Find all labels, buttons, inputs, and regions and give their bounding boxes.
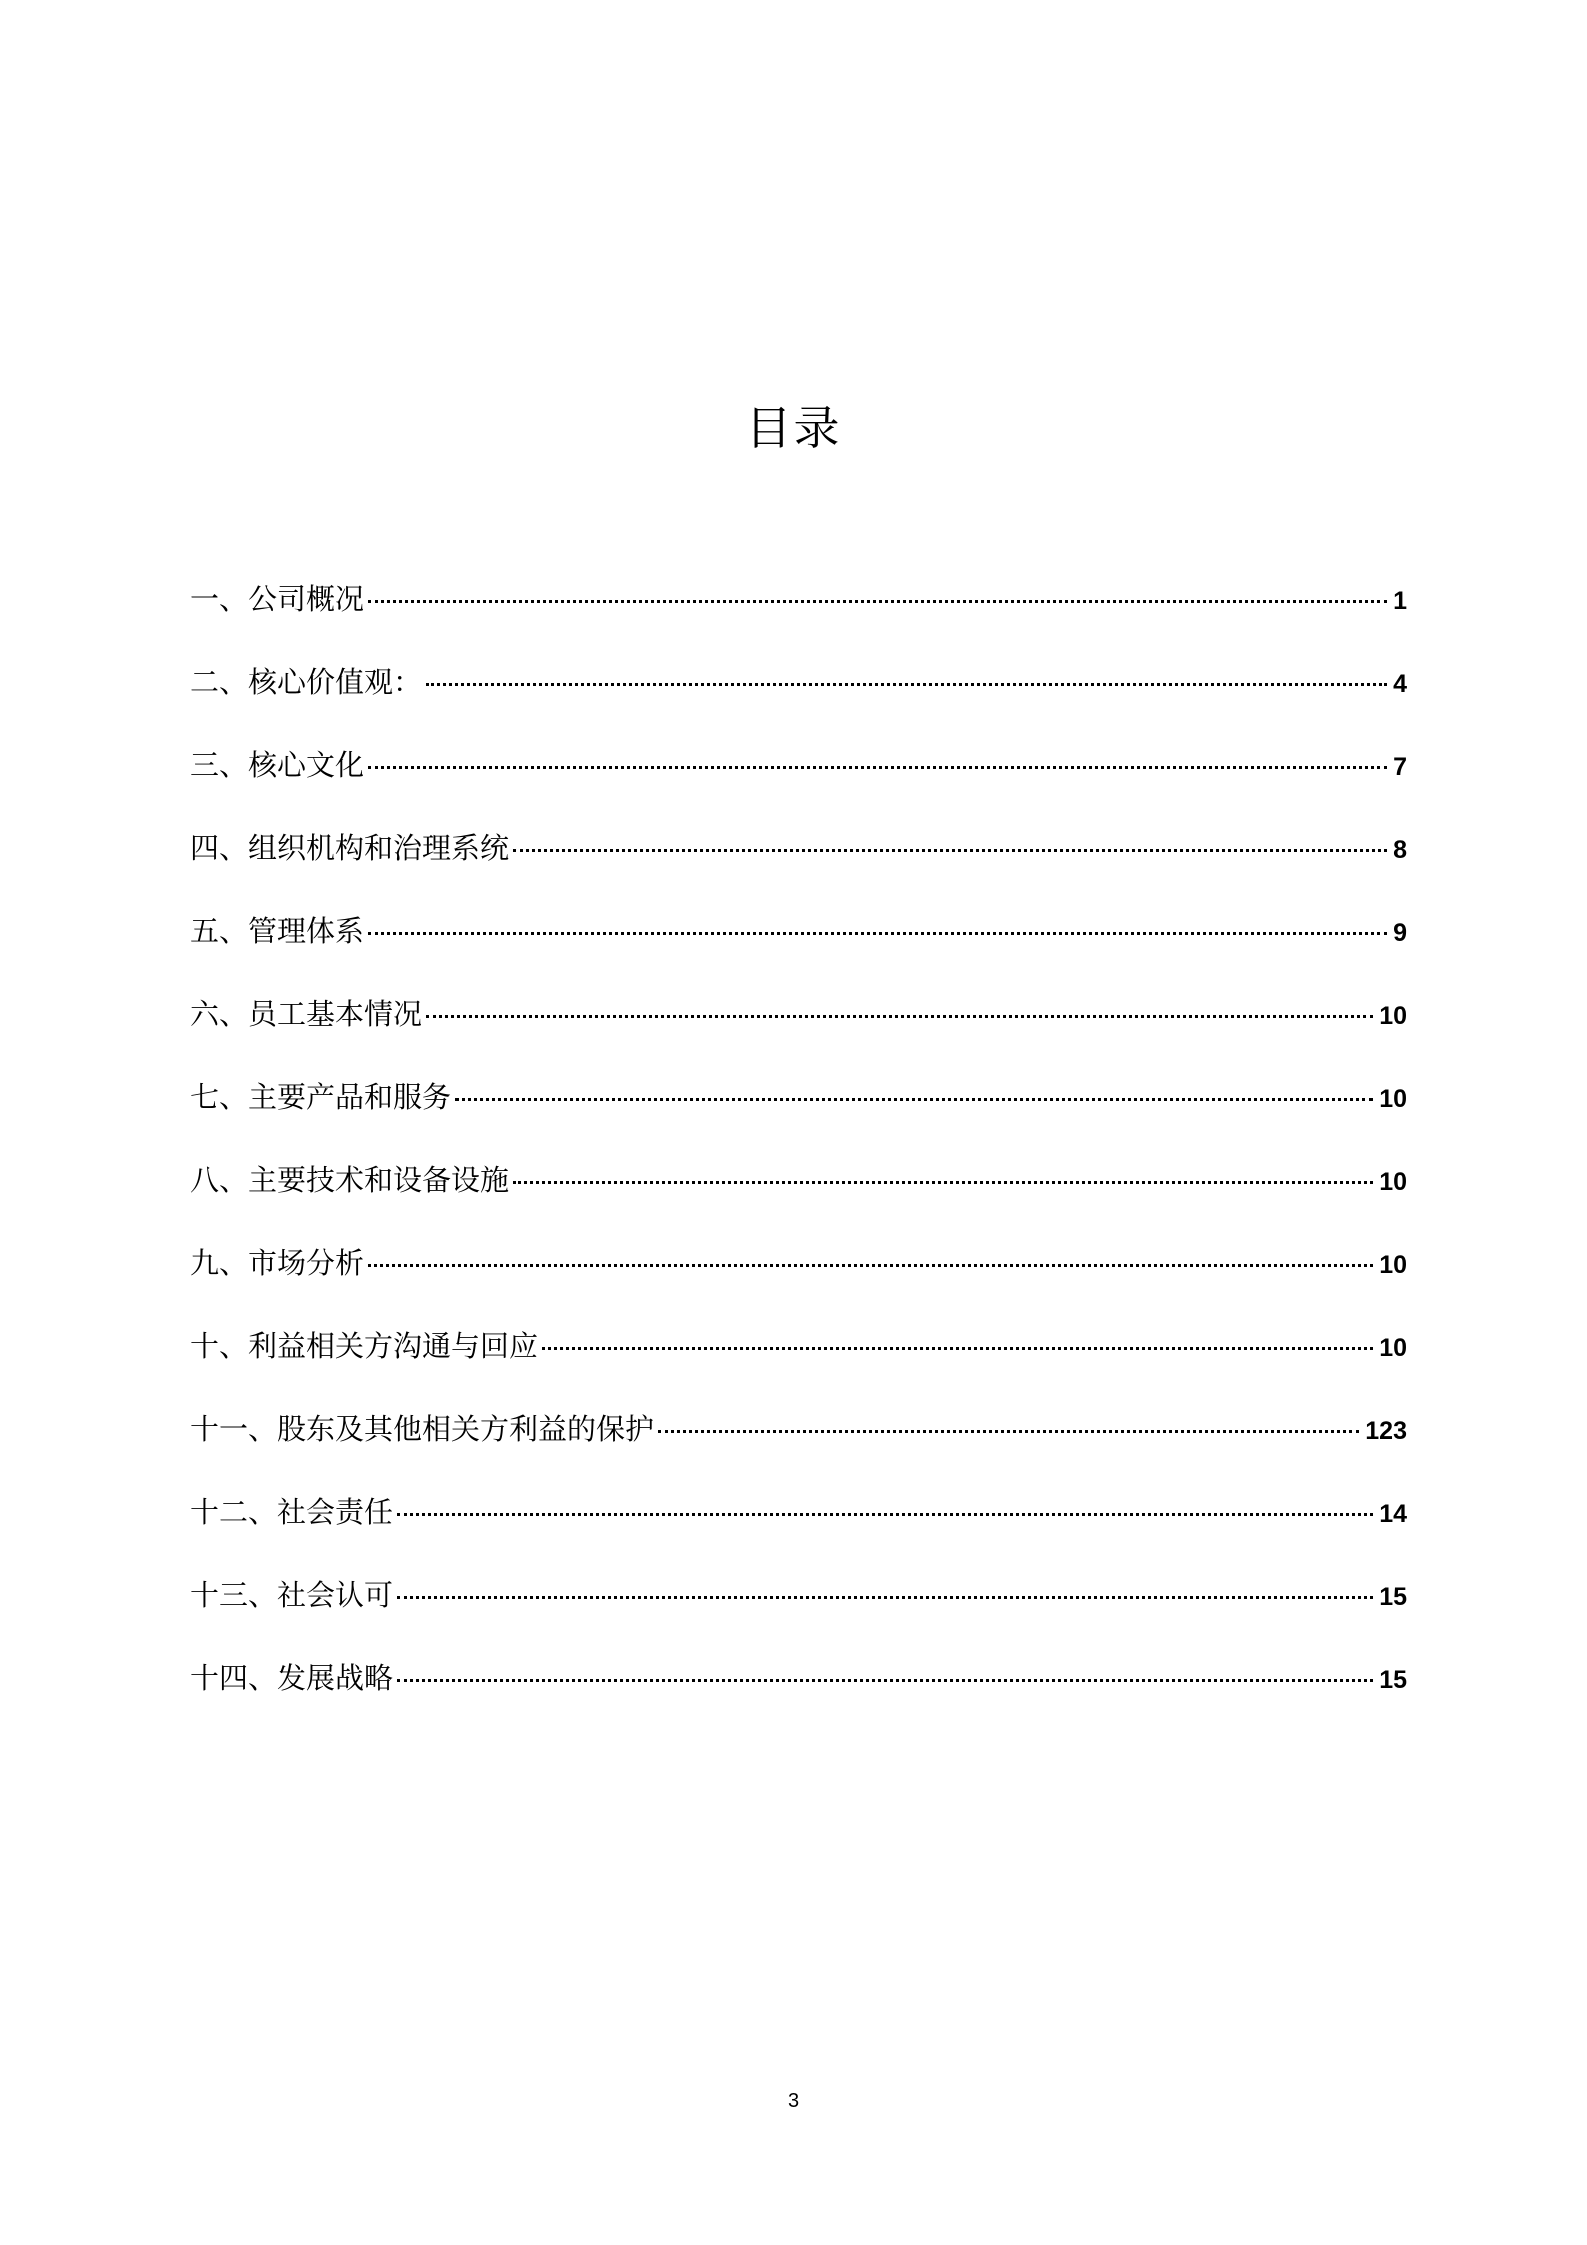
toc-entry-page: 15 xyxy=(1379,1583,1407,1611)
toc-dot-leader xyxy=(397,1596,1373,1599)
toc-dot-leader xyxy=(658,1430,1359,1433)
toc-entry-label: 二、核心价值观： xyxy=(190,665,423,699)
toc-entry-page: 7 xyxy=(1393,753,1407,781)
toc-entry[interactable] xyxy=(190,817,1407,900)
toc-entry[interactable] xyxy=(190,1149,1407,1232)
toc-entry-label: 十三、社会认可 xyxy=(190,1578,394,1612)
toc-entry-label: 十、利益相关方沟通与回应 xyxy=(190,1329,539,1363)
toc-entry-page: 123 xyxy=(1365,1417,1407,1445)
page-title: 目录 xyxy=(745,401,842,455)
toc-entry-page: 10 xyxy=(1379,1002,1407,1030)
toc-entry-label: 一、公司概况 xyxy=(190,582,365,616)
toc-entry-label: 三、核心文化 xyxy=(190,748,365,782)
toc-entry-label: 十二、社会责任 xyxy=(190,1495,394,1529)
toc-dot-leader xyxy=(513,849,1387,852)
toc-entry[interactable] xyxy=(190,1315,1407,1398)
toc-entry-label: 五、管理体系 xyxy=(190,914,365,948)
page-number: 3 xyxy=(787,2090,800,2112)
toc-entry-page: 8 xyxy=(1393,836,1407,864)
toc-entry-page: 15 xyxy=(1379,1666,1407,1694)
toc-entry[interactable] xyxy=(190,1398,1407,1481)
toc-entry-label: 四、组织机构和治理系统 xyxy=(190,831,510,865)
toc-entry[interactable] xyxy=(190,734,1407,817)
toc-entry-page: 14 xyxy=(1379,1500,1407,1528)
toc-dot-leader xyxy=(368,1264,1373,1267)
toc-dot-leader xyxy=(455,1098,1373,1101)
toc-entry-page: 10 xyxy=(1379,1168,1407,1196)
toc-entry[interactable] xyxy=(190,900,1407,983)
toc-entry-label: 十一、股东及其他相关方利益的保护 xyxy=(190,1412,655,1446)
toc-entry[interactable] xyxy=(190,1481,1407,1564)
toc-dot-leader xyxy=(542,1347,1373,1350)
toc-entry[interactable] xyxy=(190,1647,1407,1730)
toc-dot-leader xyxy=(397,1513,1373,1516)
toc-entry[interactable] xyxy=(190,568,1407,651)
toc-entry-label: 六、员工基本情况 xyxy=(190,997,423,1031)
toc-entry[interactable] xyxy=(190,1066,1407,1149)
toc-entry-page: 9 xyxy=(1393,919,1407,947)
toc-dot-leader xyxy=(426,683,1387,686)
toc-entry-page: 1 xyxy=(1393,587,1407,615)
toc-dot-leader xyxy=(368,600,1387,603)
table-of-contents xyxy=(190,568,1407,1730)
toc-entry[interactable] xyxy=(190,1564,1407,1647)
toc-entry-label: 八、主要技术和设备设施 xyxy=(190,1163,510,1197)
toc-entry[interactable] xyxy=(190,651,1407,734)
toc-entry[interactable] xyxy=(190,983,1407,1066)
toc-dot-leader xyxy=(426,1015,1373,1018)
toc-entry-label: 七、主要产品和服务 xyxy=(190,1080,452,1114)
toc-entry[interactable] xyxy=(190,1232,1407,1315)
toc-entry-label: 十四、发展战略 xyxy=(190,1661,394,1695)
toc-entry-page: 4 xyxy=(1393,670,1407,698)
toc-entry-label: 九、市场分析 xyxy=(190,1246,365,1280)
toc-dot-leader xyxy=(368,766,1387,769)
toc-dot-leader xyxy=(368,932,1387,935)
toc-entry-page: 10 xyxy=(1379,1251,1407,1279)
toc-dot-leader xyxy=(397,1679,1373,1682)
toc-dot-leader xyxy=(513,1181,1373,1184)
toc-entry-page: 10 xyxy=(1379,1334,1407,1362)
toc-entry-page: 10 xyxy=(1379,1085,1407,1113)
